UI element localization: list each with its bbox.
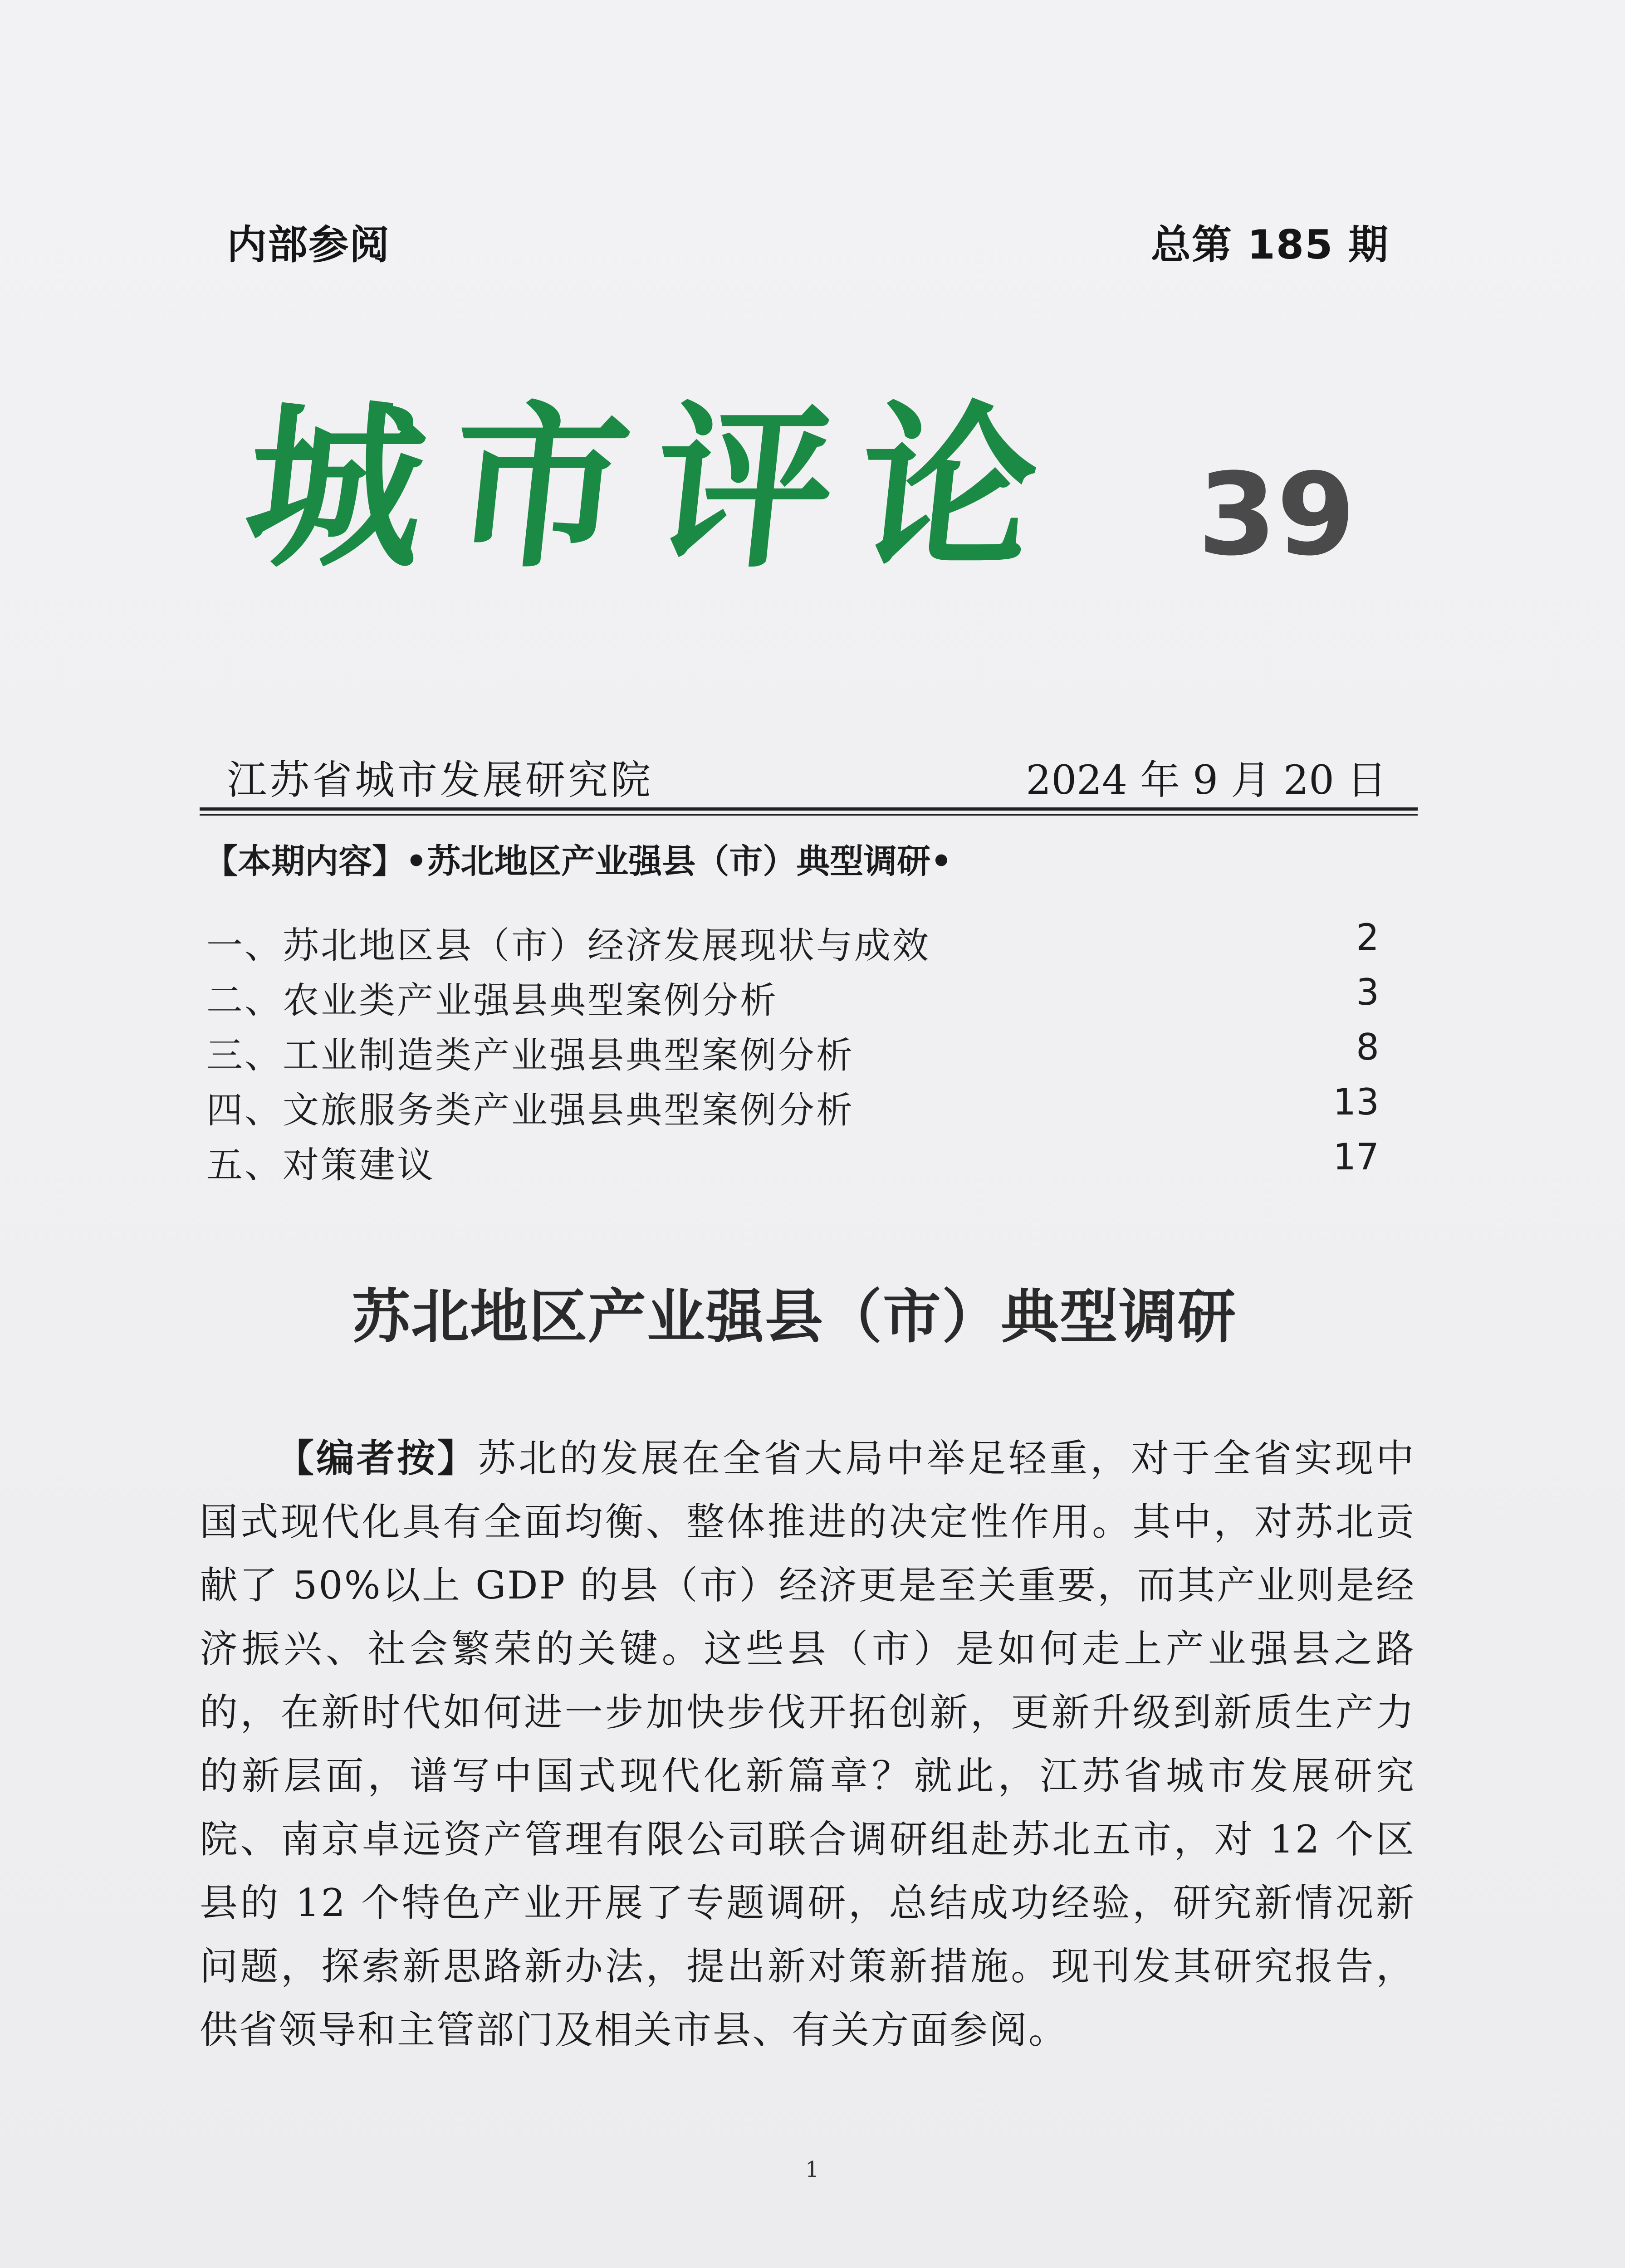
toc-item: [206, 1136, 1379, 1191]
publish-date: 2024 年 9 月 20 日: [1026, 757, 1387, 803]
editor-note-label: 【编者按】: [276, 1436, 478, 1481]
table-of-contents: [206, 916, 1379, 1191]
toc-item: [206, 1081, 1379, 1136]
header-rule-thin: [200, 814, 1418, 816]
article-title-wrap: [0, 1270, 1625, 1354]
toc-item-title: 一、苏北地区县（市）经济发展现状与成效: [206, 924, 930, 967]
toc-item: [206, 1026, 1379, 1081]
publisher-name: 江苏省城市发展研究院: [227, 757, 654, 803]
toc-item: [206, 971, 1379, 1026]
toc-item-page: 13: [1333, 1081, 1379, 1123]
toc-item-page: 2: [1356, 916, 1379, 958]
toc-item-page: 8: [1356, 1026, 1379, 1068]
toc-item-title: 五、对策建议: [206, 1144, 435, 1186]
toc-item-page: 17: [1333, 1136, 1379, 1178]
editor-note-paragraph: [200, 1427, 1415, 2062]
article-title: 苏北地区产业强县（市）典型调研: [352, 1283, 1237, 1351]
masthead-title: 城市评论: [236, 384, 1075, 591]
toc-item-page: 3: [1356, 971, 1379, 1013]
issue-number: 39: [1198, 449, 1356, 581]
toc-item: [206, 916, 1379, 971]
internal-reference-label: 内部参阅: [227, 221, 391, 268]
toc-item-title: 四、文旅服务类产业强县典型案例分析: [206, 1089, 854, 1131]
contents-heading: 【本期内容】•苏北地区产业强县（市）典型调研•: [204, 842, 952, 881]
toc-item-title: 二、农业类产业强县典型案例分析: [206, 979, 778, 1022]
page-number: 1: [805, 2157, 819, 2182]
toc-item-title: 三、工业制造类产业强县典型案例分析: [206, 1034, 854, 1076]
header-rule-thick: [200, 807, 1418, 811]
editor-note-text: 苏北的发展在全省大局中举足轻重，对于全省实现中国式现代化具有全面均衡、整体推进的决定性作用。其中，对苏北贡献了 50%以上 GDP 的县（市）经济更是至关重要，而其产业则是经济振兴、社会繁荣的关键。这些县（市）是如何走上产业强县之路的，在新时代如何进一步加快步伐开拓创新，更新升级到新质生产力的新层面，谱写中国式现代化新篇章？就此，江苏省城市发展研究院、南京卓远资产管理有限公司联合调研组赴苏北五市，对 12 个区县的 12 个特色产业开展了专题调研，总结成功经验，研究新情况新问题，探索新思路新办法，提出新对策新措施。现刊发其研究报告，供省领导和主管部门及相关市县、有关方面参阅。: [200, 1436, 1415, 2052]
total-issue-label: 总第 185 期: [1151, 221, 1389, 268]
